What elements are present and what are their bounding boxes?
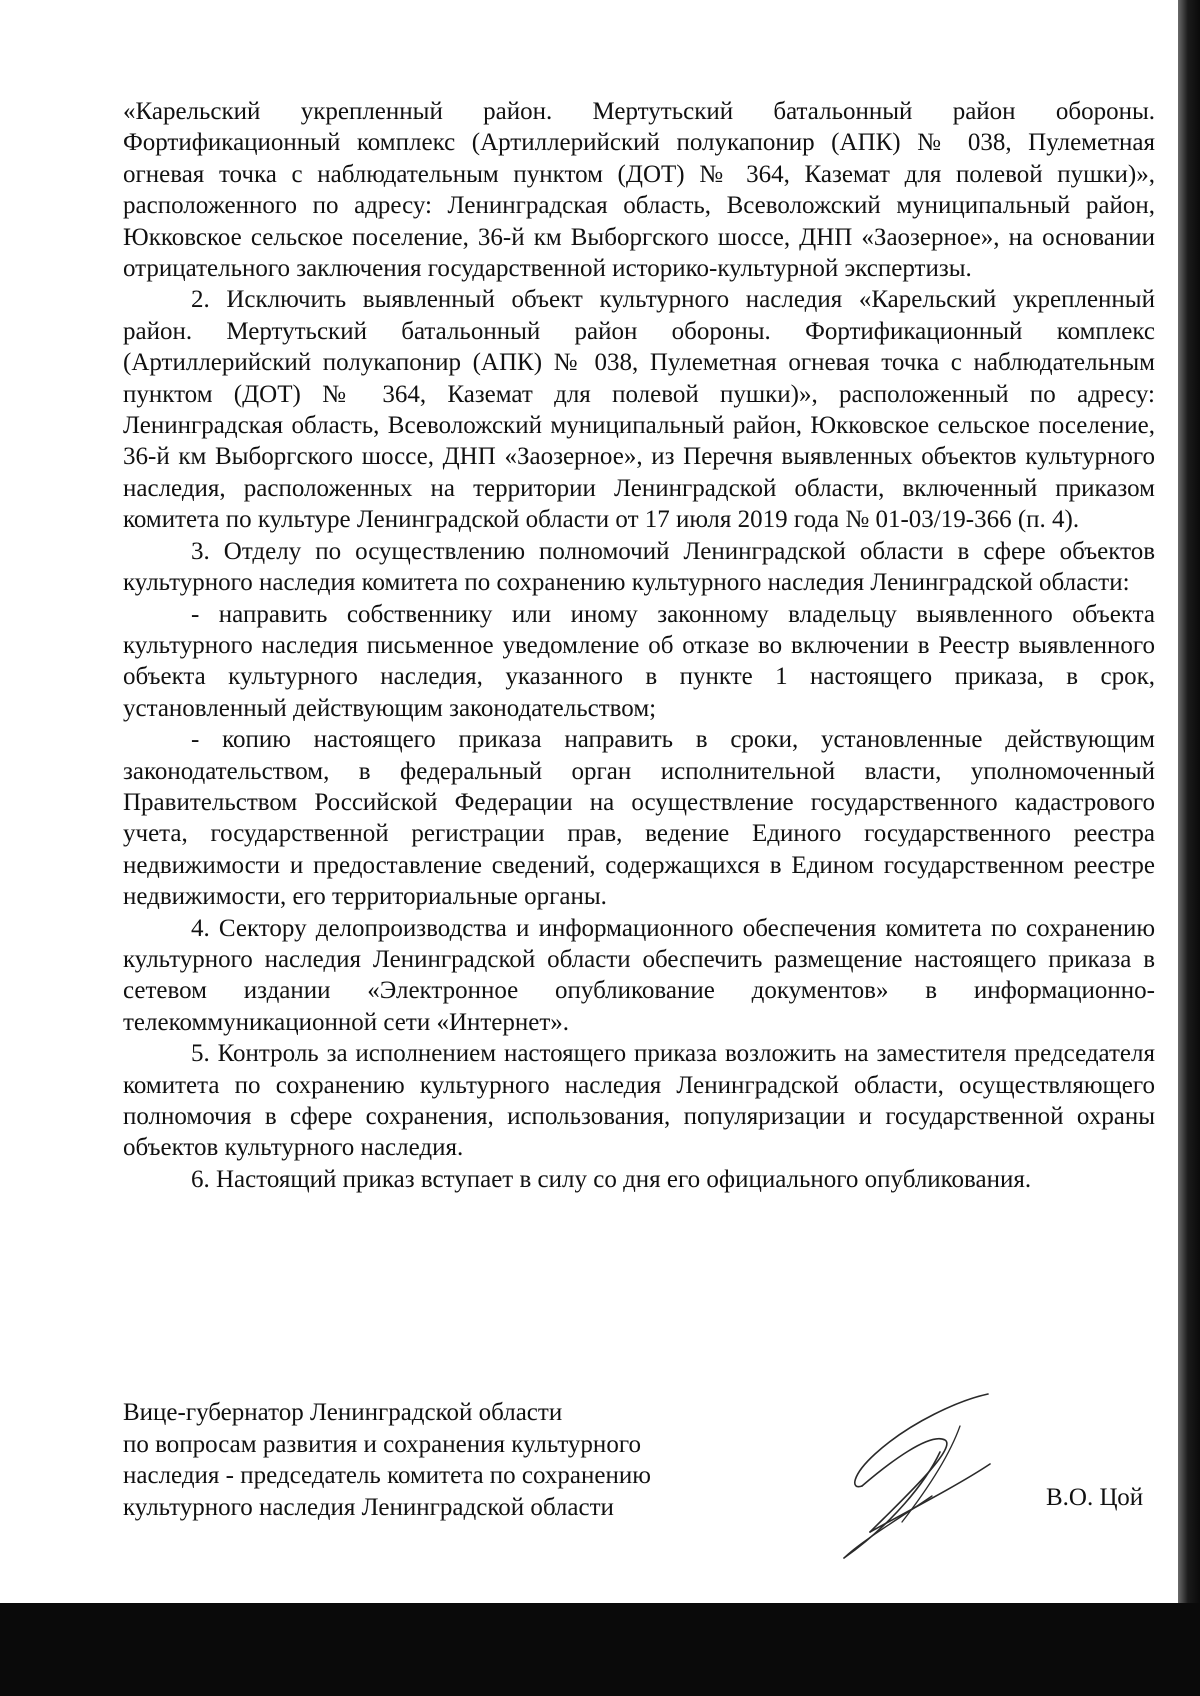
scan-bottom-border [0, 1603, 1200, 1696]
signatory-position-line: Вице-губернатор Ленинградской области [123, 1399, 563, 1426]
paragraph-item-3-sub-1: - направить собственнику или иному законному владельцу выявленного объекта культурного наследия письменное уведомление об отказе во включении в Реестр выявленного объекта культурного наследия, указанного в пункте 1 настоящего приказа, в срок, установленный действующим законодательством; [123, 600, 1155, 722]
paragraph-item-2: 2. Исключить выявленный объект культурного наследия «Карельский укрепленный район. Мертутьский батальонный район обороны. Фортификационный комплекс (Артиллерийский полукапонир (АПК) № 038, Пулеметная огневая точка с наблюдательным пунктом (ДОТ) № 364, Каземат для полевой пушки)», расположенный по адресу: Ленинградская область, Всеволожский муниципальный район, Юкковское сельское поселение, 36-й км Выборгского шоссе, ДНП «Заозерное», из Перечня выявленных объектов культурного наследия, расположенных на территории Ленинградской области, включенный приказом комитета по культуре Ленинградской области от 17 июля 2019 года № 01-03/19-366 (п. 4). [123, 286, 1155, 534]
paragraph-item-6: 6. Настоящий приказ вступает в силу со дня его официального опубликования. [191, 1165, 1032, 1193]
paragraph-item-5: 5. Контроль за исполнением настоящего приказа возложить на заместителя председателя комитета по сохранению культурного наследия Ленинградской области, осуществляющего полномочия в сфере сохранения, использования, популяризации и государственной охраны объектов культурного наследия. [123, 1040, 1155, 1162]
signatory-position [123, 1397, 743, 1523]
signatory-position-line: наследия - председатель комитета по сохранению [123, 1462, 651, 1489]
paragraph-1: «Карельский укрепленный район. Мертутьский батальонный район обороны. Фортификационный комплекс (Артиллерийский полукапонир (АПК) № 038, Пулеметная огневая точка с наблюдательным пунктом (ДОТ) № 364, Каземат для полевой пушки)», расположенного по адресу: Ленинградская область, Всеволожский муниципальный район, Юкковское сельское поселение, 36-й км Выборгского шоссе, ДНП «Заозерное», на основании отрицательного заключения государственной историко-культурной экспертизы. [123, 98, 1155, 283]
paragraph-item-4: 4. Сектору делопроизводства и информационного обеспечения комитета по сохранению культурного наследия Ленинградской области обеспечить размещение настоящего приказа в сетевом издании «Электронное опубликование документов» в информационно-телекоммуникационной сети «Интернет». [123, 914, 1155, 1036]
handwritten-signature-icon [840, 1392, 1010, 1562]
signatory-position-line: культурного наследия Ленинградской области [123, 1493, 614, 1521]
paragraph-item-3-sub-2: - копию настоящего приказа направить в сроки, установленные действующим законодательством, в федеральный орган исполнительной власти, уполномоченный Правительством Российской Федерации на осуществление государственного кадастрового учета, государственной регистрации прав, ведение Единого государственного реестра недвижимости и предоставление сведений, содержащихся в Едином государственном реестре недвижимости, его территориальные органы. [123, 726, 1155, 911]
document-body [123, 96, 1155, 1195]
signatory-position-line: по вопросам развития и сохранения культурного [123, 1430, 641, 1458]
scan-edge-shadow [1178, 0, 1200, 1696]
signatory-name: В.О. Цой [1046, 1484, 1144, 1511]
paragraph-item-3: 3. Отделу по осуществлению полномочий Ленинградской области в сфере объектов культурного наследия комитета по сохранению культурного наследия Ленинградской области: [123, 537, 1155, 597]
